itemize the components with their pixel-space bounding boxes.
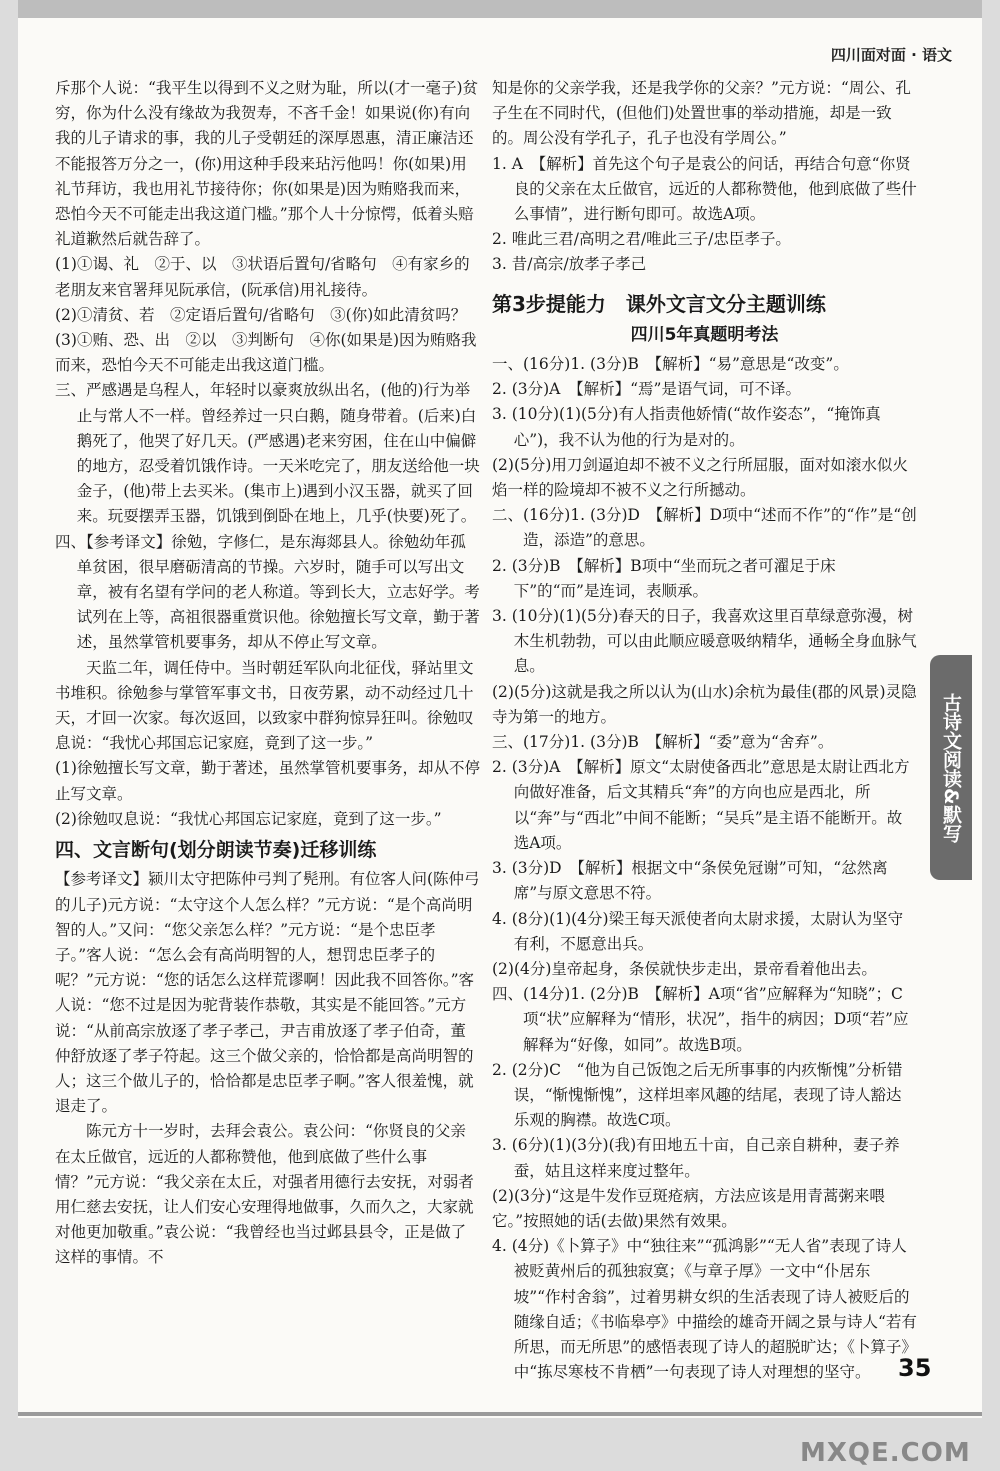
paragraph: (2)(4分)皇帝起身，条侯就快步走出，景帝看着他出去。 — [492, 959, 877, 978]
paragraph: 四、(14分)1. (2分)B 【解析】A项“省”应解释为“知晓”；C项“状”应解释为“情形，状况”，指牛的病因；D项“若”应解释为“好像，如同”。故选B项。 — [492, 985, 909, 1054]
paragraph: 【参考译文】颍川太守把陈仲弓判了髡刑。有位客人问(陈仲弓的儿子)元方说：“太守这个人怎么样？”元方说：“是个高尚明智的人。”又问：“您父亲怎么样？”元方说：“是个忠臣孝子。”客人说：“怎么会有高尚明智的人，想罚忠臣孝子的呢？”元方说：“您的话怎么这样荒谬啊！因此我不回答你。”客人说：“您不过是因为驼背装作恭敬，其实是不能回答。”元方说：“从前高宗放逐了孝子孝己，尹吉甫放逐了孝子伯奇，董仲舒放逐了孝子符起。这三个做父亲的，恰恰都是高尚明智的人；这三个做儿子的，恰恰都是忠臣孝子啊。”客人很羞愧，就退走了。 — [55, 870, 480, 1116]
paragraph: 3. (6分)(1)(3分)(我)有田地五十亩，自己亲自耕种，妻子养蚕，姑且这样来度过整年。 — [492, 1136, 900, 1180]
paragraph: (1)徐勉擅长写文章，勤于著述，虽然掌管机要事务，却从不停止写文章。 — [55, 759, 480, 803]
watermark: MXQE.COM — [800, 1438, 971, 1468]
paragraph: 3. (10分)(1)(5分)春天的日子，我喜欢这里百草绿意弥漫，树木生机勃勃，可以由此顺应暖意吸纳精华，通畅全身血脉气息。 — [492, 607, 917, 676]
bottom-rule — [18, 1412, 982, 1416]
paragraph: 陈元方十一岁时，去拜会袁公。袁公问：“你贤良的父亲在太丘做官，远近的人都称赞他，他到底做了些什么事情？”元方说：“我父亲在太丘，对强者用德行去安抚，对弱者用仁慈去安抚，让人们安心安理得地做事，久而久之，大家就对他更加敬重。”袁公说：“我曾经也当过邺县县令，正是做了这样的事情。不 — [55, 1122, 474, 1267]
paragraph: (2)①清贫、若 ②定语后置句/省略句 ③(你)如此清贫吗？ — [55, 305, 467, 324]
paragraph: 知是你的父亲学我，还是我学你的父亲？”元方说：“周公、孔子生在不同时代，(但他们)处置世事的举动措施，却是一致的。周公没有学孔子，孔子也没有学周公。” — [492, 79, 911, 148]
paragraph: (2)(3分)“这是牛发作豆斑疮病，方法应该是用青蒿粥来喂它。”按照她的话(去做)果然有效果。 — [492, 1186, 885, 1230]
page-number: 35 — [898, 1354, 932, 1382]
paragraph: 3. (10分)(1)(5分)有人指责他娇情(“故作姿态”，“掩饰真心”)，我不认为他的行为是对的。 — [492, 405, 881, 449]
paragraph: 1. A 【解析】首先这个句子是袁公的问话，再结合句意“你贤良的父亲在太丘做官，远近的人都称赞他，他到底做了些什么事情”，进行断句即可。故选A项。 — [492, 154, 917, 224]
right-paragraphs — [492, 76, 917, 278]
left-column — [55, 76, 480, 1271]
paragraph: 4. (4分)《卜算子》中“独往来”“孤鸿影”“无人省”表现了诗人被贬黄州后的孤独寂寞；《与章子厚》一文中“仆居东坡”“作村舍翁”，过着男耕女织的生活表现了诗人被贬后的随缘自适；《书临皋亭》中描绘的雄奇开阔之景与诗人“若有所思，而无所思”的感悟表现了诗人的超脱旷达；《卜算子》中“拣尽寒枝不肯栖”一句表现了诗人对理想的坚守。 — [492, 1237, 917, 1382]
paragraph: (2)徐勉叹息说：“我忧心邦国忘记家庭，竟到了这一步。” — [55, 809, 442, 828]
side-tab-ancient-poetry: 古诗文阅读&默写 — [930, 655, 972, 880]
paragraph: 2. 唯此三君/高明之君/唯此三子/忠臣孝子。 — [492, 230, 791, 249]
step3-title: 第3步提能力 课外文言文分主题训练 — [492, 291, 826, 316]
paragraph: 2. (3分)A 【解析】原文“太尉使备西北”意思是太尉让西北方向做好准备，后文其精兵“奔”的方向也应是西北，所以“奔”与“西北”中间不能断；“吴兵”是主语不能断开。故选A项。 — [492, 758, 910, 852]
paragraph: 2. (3分)A 【解析】“焉”是语气词，可不译。 — [492, 380, 801, 399]
paragraph: 三、严感遇是乌程人，年轻时以豪爽放纵出名，(他的)行为举止与常人不一样。曾经养过一只白鹅，随身带着。(后来)白鹅死了，他哭了好几天。(严感遇)老来穷困，住在山中偏僻的地方，忍受着饥饿作诗。一天米吃完了，朋友送给他一块金子，(他)带上去买米。(集市上)遇到小汉玉器，就买了回来。玩耍摆弄玉器，饥饿到倒卧在地上，几乎(快要)死了。 — [55, 381, 480, 526]
paragraph: 3. (3分)D 【解析】根据文中“条侯免冠谢”可知，“忿然离席”与原文意思不符。 — [492, 859, 888, 903]
paragraph: 四、【参考译文】徐勉，字修仁，是东海郯县人。徐勉幼年孤单贫困，很早磨砺清高的节操。六岁时，随手可以写出文章，被有名望有学问的老人称道。等到长大，立志好学。考试列在上等，高祖很器重赏识他。徐勉擅长写文章，勤于著述，虽然掌管机要事务，却从不停止写文章。 — [55, 532, 480, 652]
right-paragraphs-2 — [492, 352, 917, 1385]
paragraph: 斥那个人说：“我平生以得到不义之财为耻，所以(才一毫子)贫穷，你为什么没有缘故为我贺寿，不吝千金！如果说(你)有向我的儿子请求的事，我的儿子受朝廷的深厚恩惠，清正廉洁还不能报答万分之一，(你)用这种手段来玷污他吗！你(如果)用礼节拜访，我也用礼节接待你；你(如果是)因为贿赂我而来，恐怕今天不可能走出我这道门槛。”那个人十分惊愕，低着头赔礼道歉然后就告辞了。 — [55, 79, 479, 249]
paragraph: (3)①贿、恐、出 ②以 ③判断句 ④你(如果是)因为贿赂我而来，恐怕今天不可能走出我这道门槛。 — [55, 331, 477, 375]
section-title-sentence-break: 四、文言断句(划分朗读节奏)迁移训练 — [55, 839, 377, 862]
paragraph: 2. (2分)C “他为自己饭饱之后无所事事的内疚惭愧”分析错误，“惭愧惭愧”，这样坦率风趣的结尾，表现了诗人豁达乐观的胸襟。故选C项。 — [492, 1060, 903, 1130]
paragraph: (2)(5分)用刀剑逼迫却不被不义之行所屈服，面对如滚水似火焰一样的险境却不被不义之行所撼动。 — [492, 455, 908, 500]
left-paragraphs-2 — [55, 867, 480, 1270]
paragraph: (1)①谒、礼 ②于、以 ③状语后置句/省略句 ④有家乡的老朋友来官署拜见阮承信，(阮承信)用礼接待。 — [55, 255, 470, 299]
running-header: 四川面对面 · 语文 — [830, 46, 952, 64]
paragraph: 二、(16分)1. (3分)D 【解析】D项中“述而不作”的“作”是“创造，添造”的意思。 — [492, 506, 917, 550]
left-paragraphs — [55, 76, 480, 832]
paragraph: 一、(16分)1. (3分)B 【解析】“易”意思是“改变”。 — [492, 355, 849, 374]
right-column — [492, 76, 917, 1385]
paragraph: 2. (3分)B 【解析】B项中“坐而玩之者可濯足于床下”的“而”是连词，表顺承。 — [492, 556, 836, 600]
paragraph: 三、(17分)1. (3分)B 【解析】“委”意为“舍弃”。 — [492, 733, 834, 752]
paragraph: (2)(5分)这就是我之所以认为(山水)余杭为最佳(郡的风景)灵隐寺为第一的地方。 — [492, 682, 917, 726]
sichuan-subtitle: 四川5年真题明考法 — [630, 324, 779, 345]
paragraph: 4. (8分)(1)(4分)梁王每天派使者向太尉求援，太尉认为坚守有利，不愿意出兵。 — [492, 909, 904, 953]
paragraph: 天监二年，调任侍中。当时朝廷军队向北征伐，驿站里文书堆积。徐勉参与掌管军事文书，日夜劳累，动不动经过几十天，才回一次家。每次返回，以致家中群狗惊异狂叫。徐勉叹息说：“我忧心邦国忘记家庭，竟到了这一步。” — [55, 658, 474, 753]
paragraph: 3. 昔/高宗/放孝子孝己 — [492, 255, 647, 274]
